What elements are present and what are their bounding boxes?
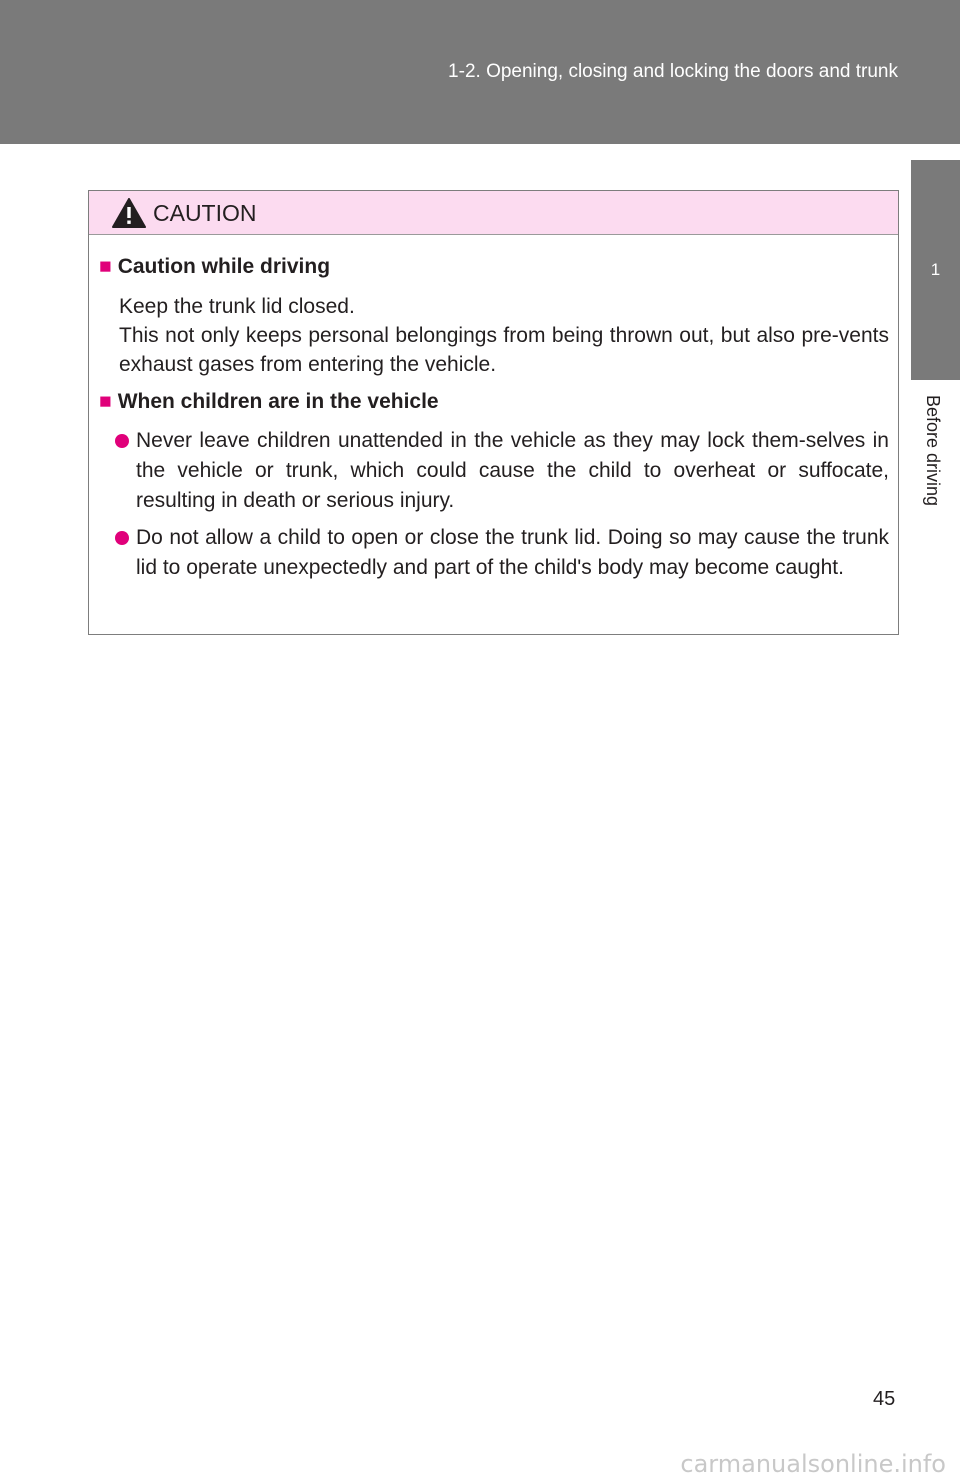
section-title: 1-2. Opening, closing and locking the doors and trunk [448, 61, 898, 82]
paragraph: Keep the trunk lid closed. [119, 295, 355, 318]
caution-header [89, 191, 898, 235]
caution-title: CAUTION [153, 200, 257, 226]
chapter-number: 1 [930, 260, 941, 279]
bullet-dot-icon [115, 434, 129, 448]
square-bullet-icon: ■ [99, 390, 112, 413]
bullet-dot-icon [115, 531, 129, 545]
page-number: 45 [873, 1388, 896, 1410]
paragraph: This not only keeps personal belongings from being thrown out, but also pre-vents exhaust gases from entering the vehicle. [119, 324, 889, 376]
chapter-label: Before driving [923, 395, 943, 507]
caution-box [88, 190, 899, 635]
list-item: Never leave children unattended in the vehicle as they may lock them-selves in the vehicle or trunk, which could cause the child to overheat or suffocate, resulting in death or serious injury. [136, 429, 889, 512]
chapter-tab [911, 160, 960, 380]
square-bullet-icon: ■ [99, 255, 112, 278]
section-heading: ■ When children are in the vehicle [99, 390, 439, 413]
page-header [0, 0, 960, 144]
warning-icon [112, 198, 146, 228]
watermark: carmanualsonline.info [680, 1450, 946, 1478]
section-heading: ■ Caution while driving [99, 255, 331, 278]
list-item: Do not allow a child to open or close the trunk lid. Doing so may cause the trunk lid to operate unexpectedly and part of the child's body may become caught. [136, 526, 889, 579]
